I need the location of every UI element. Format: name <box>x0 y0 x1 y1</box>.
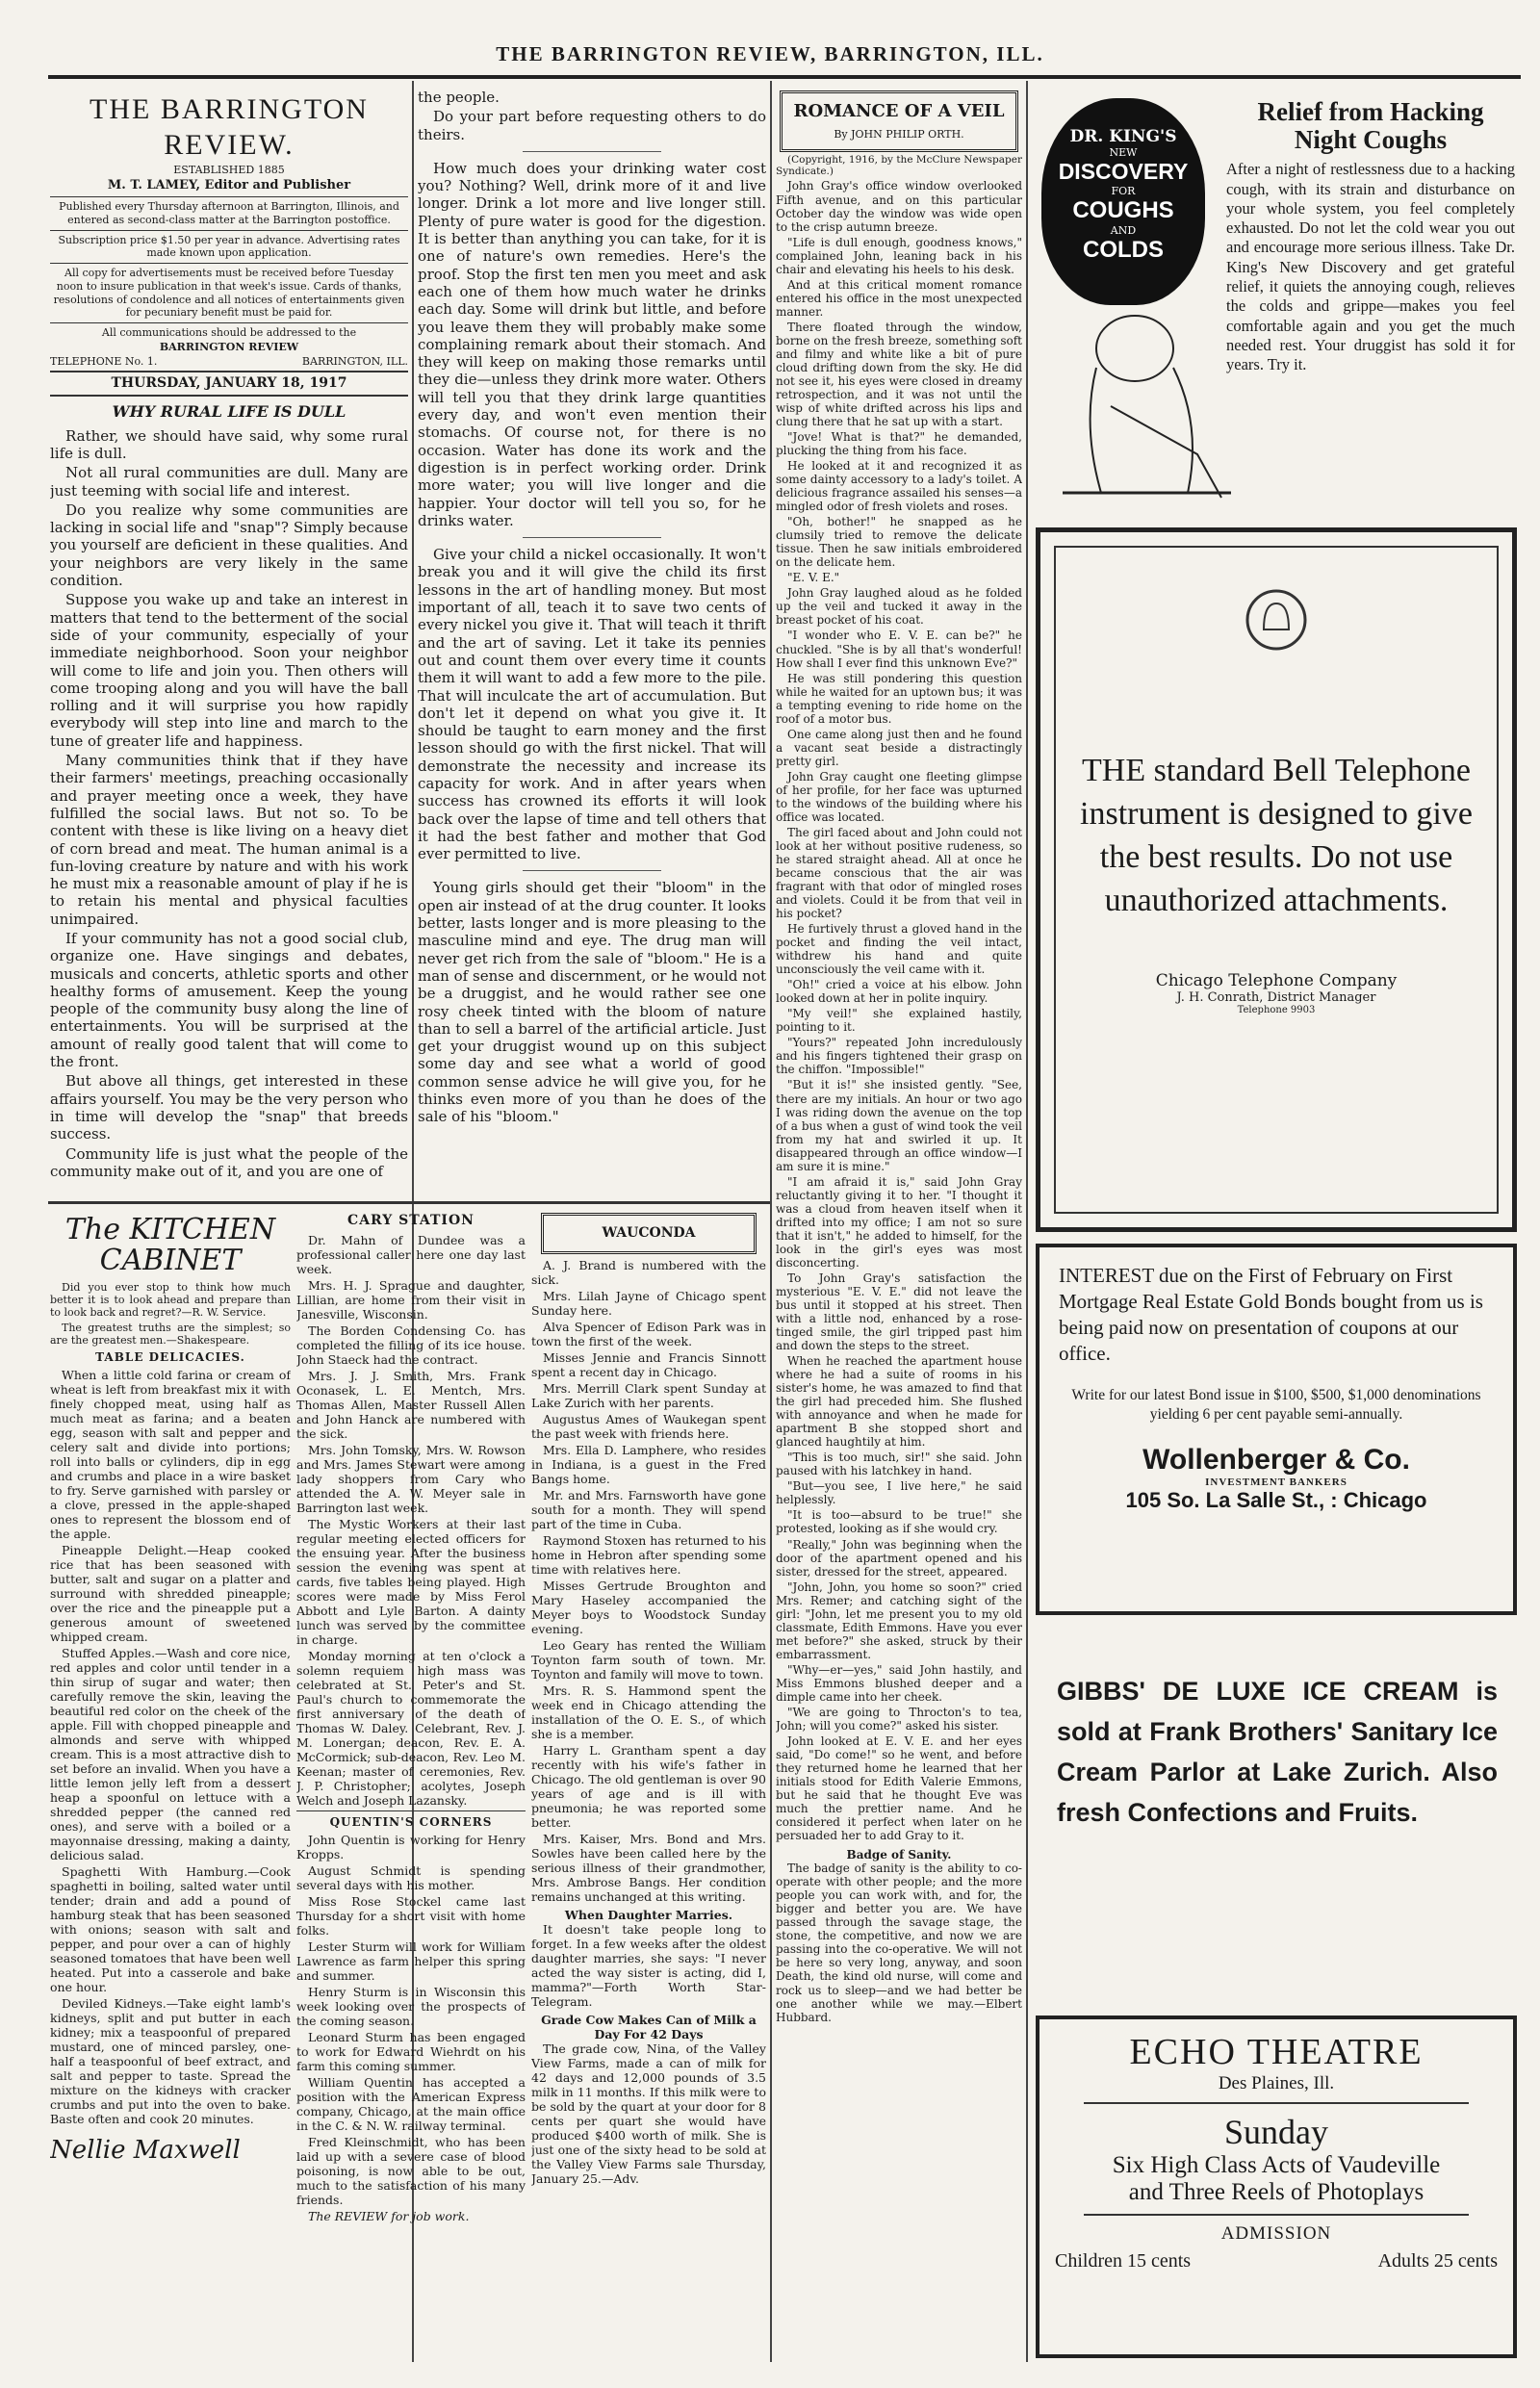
wauconda-paragraph: Mrs. Ella D. Lamphere, who resides in Indiana, is a guest in the Fred Bangs home. <box>531 1442 766 1486</box>
wauconda-paragraph: Augustus Ames of Waukegan spent the past week with friends here. <box>531 1411 766 1441</box>
gibbs-text: GIBBS' DE LUXE ICE CREAM is sold at Frank Brothers' Sanitary Ice Cream Parlor at Lake Zurich. Also fresh Confections and Fruits. <box>1057 1677 1498 1828</box>
rural-paragraph: But above all things, get interested in these affairs yourself. You may be the very person who in time will develop the "snap" that breeds success. <box>50 1072 408 1143</box>
romance-paragraph: John looked at E. V. E. and her eyes said, "Do come!" so he went, and before they returned home he learned that her initials stood for Edith Valerie Emmons, but he said that he thought Eve was much the prettier name. And he considered it perfect when later on he persuaded her to add Gray to it. <box>776 1733 1022 1843</box>
masthead-contact-row <box>50 355 408 368</box>
romance-column <box>776 89 1022 2360</box>
cary-paragraph: The Mystic Workers at their last regular meeting elected officers for the ensuing year. After the business session the evening was spent at cards, five tables being played. High scores were made by Miss Ferol Abbott and Lyle Barton. A dainty lunch was served by the committee in charge. <box>296 1516 526 1647</box>
cary-paragraph: Mrs. John Tomsky, Mrs. W. Rowson and Mrs. James Stewart were among lady shoppers from Cary who attended the A. W. Meyer sale in Barrington last week. <box>296 1442 526 1515</box>
badge-line: DR. KING'S <box>1069 127 1177 146</box>
romance-title: ROMANCE OF A VEIL <box>793 101 1005 121</box>
col2-paragraph: How much does your drinking water cost you? Nothing? Well, drink more of it and live longer. Drink a lot more and live longer still. Plenty of pure water is good for the digestion. It is better than anything you can take, for it is one of nature's own remedies. Here's the proof. Stop the first ten men you meet and ask each one of them how much water he drinks each day. Some will drink but little, and before you leave them they will probably make some complaining remark about their stomach. And they will keep on making those remarks until they die—unless they drink more water. Others will tell you that they drink large quantities every day, and won't even mention their stomachs. Of course not, for there is no occasion. Water has done its work and the digestion is in perfect working order. Drink more water; you will live longer and die happier. Your doctor will tell you so, for he drinks water. <box>418 159 766 529</box>
section-rule <box>48 1201 770 1204</box>
romance-paragraph: "This is too much, sir!" she said. John paused with his latchkey in hand. <box>776 1451 1022 1478</box>
bell-headline: THE standard Bell Telephone instrument is designed to give the best results. Do not use unauthorized attachments. <box>1080 753 1473 918</box>
masthead-address-note: All communications should be addressed to the <box>101 326 357 340</box>
badge-line: COUGHS <box>1072 197 1174 223</box>
masthead-city: BARRINGTON, ILL. <box>301 354 408 368</box>
romance-byline: By JOHN PHILIP ORTH. <box>834 128 964 141</box>
masthead-telephone: TELEPHONE No. 1. <box>50 354 158 368</box>
wauconda-paragraph: Mrs. Kaiser, Mrs. Bond and Mrs. Sowles have been called here by the serious illness of their grandmother, Mrs. Ambrose Bangs. Her condition remains unchanged at this writing. <box>531 1831 766 1904</box>
quentin-paragraph: August Schmidt is spending several days with his mother. <box>296 1863 526 1893</box>
kitchen-paragraph: Deviled Kidneys.—Take eight lamb's kidneys, split and put butter in each kidney; mix a teaspoonful of prepared mustard, one of minced parsley, one-half a teaspoonful of beef extract, and salt and pepper to taste. Spread the mixture on the kidneys with cracker crumbs and put into the oven to bake. Baste often and cook 20 minutes. <box>50 1996 291 2127</box>
firm-sub: INVESTMENT BANKERS <box>1205 1476 1348 1488</box>
ad-wollenberger <box>1036 1244 1517 1615</box>
romance-title-box <box>780 90 1018 152</box>
dr-kings-body: After a night of restlessness due to a hacking cough, with its strain and disturbance on your whole system, you feel completely exhausted. Do not let the cold wear you out and encourage more serious illness. Take Dr. King's New Discovery and get grateful relief, it quiets the annoying cough, relieves the colds and grippe—makes you feel comfortable again and you get the much needed rest. Your druggist has sold it for years. Try it. <box>1226 160 1515 374</box>
echo-city: Des Plaines, Ill. <box>1218 2073 1335 2093</box>
dr-kings-text <box>1226 98 1515 374</box>
echo-admission: ADMISSION <box>1220 2223 1332 2244</box>
wauconda-paragraph: Harry L. Grantham spent a day recently with his wife's father in Chicago. The old gentleman is over 90 years of age and is ill with pneumonia; he was reported some better. <box>531 1742 766 1830</box>
firm-name: Wollenberger & Co. <box>1142 1443 1410 1476</box>
bell-phone: Telephone 9903 <box>1237 1004 1316 1015</box>
romance-paragraph: When he reached the apartment house where he had a suite of rooms in his sister's home, he was amazed to find that the girl had preceded him. She flushed with annoyance and when he made for apartment B she stopped short and glanced haughtily at him. <box>776 1354 1022 1450</box>
echo-adults: Adults 25 cents <box>1377 2250 1498 2272</box>
column-rule <box>1026 81 1028 2362</box>
rural-headline: WHY RURAL LIFE IS DULL <box>112 402 346 422</box>
wauconda-paragraph: Mrs. Lilah Jayne of Chicago spent Sunday here. <box>531 1288 766 1318</box>
cow-title: Grade Cow Makes Can of Milk a Day For 42 Days <box>541 2012 757 2041</box>
bell-logo-icon <box>1243 586 1310 654</box>
cary-paragraph: Monday morning at ten o'clock a solemn requiem high mass was celebrated at St. Peter's and St. Paul's church to commemorate the first anniversary of the death of Thomas W. Daley. Celebrant, Rev. J. M. Lonergan; deacon, Rev. E. A. McCormick; sub-deacon, Rev. Leo M. Keenan; master of ceremonies, Rev. J. P. Christopher; acolytes, Joseph Welch and Joseph Lazansky. <box>296 1648 526 1808</box>
romance-paragraph: He looked at it and recognized it as some dainty accessory to a lady's toilet. A delicious fragrance assailed his senses—a mingled odor of fresh violets and roses. <box>776 459 1022 514</box>
romance-paragraph: "My veil!" she explained hastily, pointing to it. <box>776 1007 1022 1035</box>
quentin-paragraph: William Quentin has accepted a position with the American Express company, Chicago, at the main office in the C. & N. W. railway terminal. <box>296 2075 526 2134</box>
badge-text: The badge of sanity is the ability to co-operate with other people; and the more people you can work with, and for, the bigger and better you are. We have passed through the savage stage, the stone, the competitive, and now we are passing into the co-operative. We will not be here so very long, anyway, and soon Death, the kind old nurse, will come and rock us to sleep—and we had better be one another while we may.—Elbert Hubbard. <box>776 1862 1022 2024</box>
wauconda-paragraph: A. J. Brand is numbered with the sick. <box>531 1257 766 1287</box>
romance-paragraph: John Gray laughed aloud as he folded up the veil and tucked it away in the breast pocket of his coat. <box>776 586 1022 628</box>
romance-paragraph: "Yours?" repeated John incredulously and his fingers tightened their grasp on the chiffon. "Impossible!" <box>776 1036 1022 1077</box>
echo-title: ECHO THEATRE <box>1129 2032 1424 2072</box>
bell-company: Chicago Telephone Company <box>1155 970 1398 990</box>
kitchen-quote: The greatest truths are the simplest; so are the greatest men.—Shakespeare. <box>50 1321 291 1347</box>
kitchen-title: The KITCHEN CABINET <box>64 1213 276 1277</box>
badge-line: AND <box>1110 224 1137 237</box>
rural-paragraph: Not all rural communities are dull. Many are just teeming with social life and interest. <box>50 464 408 500</box>
rural-paragraph: If your community has not a good social club, organize one. Have singings and debates, musicals and concerts, athletic sports and other healthy forms of amusement. Keep the young people of the community busy along the line of entertainments. You will be surprised at the amount of really good talent that will come to the front. <box>50 930 408 1071</box>
marries-title: When Daughter Marries. <box>564 1907 733 1922</box>
ad-gibbs <box>1038 1648 1517 1927</box>
firm-address: 105 So. La Salle St., : Chicago <box>1125 1487 1427 1512</box>
echo-children: Children 15 cents <box>1055 2250 1192 2272</box>
column-2-top <box>418 89 766 1195</box>
kitchen-signature: Nellie Maxwell <box>50 2136 241 2166</box>
col2-paragraph: Do your part before requesting others to do theirs. <box>418 108 766 143</box>
cary-title: CARY STATION <box>347 1213 475 1228</box>
romance-copyright: (Copyright, 1916, by the McClure Newspaper Syndicate.) <box>776 153 1022 178</box>
kitchen-paragraph: When a little cold farina or cream of wheat is left from breakfast mix it with finely chopped meat, using half as much meat as farina; and a beaten egg, season with salt and pepper and celery salt and divide into portions; roll into balls or cylinders, dip in egg and crumbs and place in a wire basket to fry. Serve garnished with parsley or a clove, pressed in the apple-shaped ones to represent the blossom end of the apple. <box>50 1368 291 1542</box>
cary-footer: The REVIEW for job work. <box>308 2209 470 2224</box>
kitchen-section: TABLE DELICACIES. <box>95 1349 245 1364</box>
quentin-paragraph: Fred Kleinschmidt, who has been laid up with a severe case of blood poisoning, is now able to be out, much to the satisfaction of his many friends. <box>296 2135 526 2208</box>
romance-paragraph: "E. V. E." <box>787 571 840 585</box>
romance-paragraph: "It is too—absurd to be true!" she protested, looking as if she would cry. <box>776 1508 1022 1536</box>
echo-line1: Six High Class Acts of Vaudeville <box>1112 2152 1441 2178</box>
col2-paragraph: the people. <box>418 89 500 106</box>
wauconda-paragraph: Raymond Stoxen has returned to his home in Hebron after spending some time with relatives here. <box>531 1532 766 1577</box>
romance-paragraph: John Gray caught one fleeting glimpse of her profile, for her face was upturned to the windows of the building where his office was located. <box>776 769 1022 824</box>
echo-line2: and Three Reels of Photoplays <box>1128 2179 1424 2205</box>
quentin-paragraph: Miss Rose Stockel came last Thursday for a short visit with home folks. <box>296 1894 526 1939</box>
romance-paragraph: "Why—er—yes," said John hastily, and Miss Emmons blushed deeper and a dimple came into her cheek. <box>776 1662 1022 1704</box>
cary-paragraph: Mrs. H. J. Sprague and daughter, Lillian, are home from their visit in Janesville, Wisconsin. <box>296 1277 526 1322</box>
dr-kings-headline: Relief from Hacking Night Coughs <box>1257 97 1484 155</box>
kitchen-paragraph: Spaghetti With Hamburg.—Cook spaghetti in boiling, salted water until tender; drain and add a pound of hamburg steak that has been seasoned with onions; season with salt and pepper, and pour over a can of highly seasoned tomatoes that have been well heated. Put into a casserole and bake one hour. <box>50 1864 291 1995</box>
quentin-paragraph: John Quentin is working for Henry Kropps. <box>296 1833 526 1862</box>
romance-paragraph: "Life is dull enough, goodness knows," complained John, leaning back in his chair and elevating his heels to his desk. <box>776 235 1022 276</box>
column-1 <box>50 89 408 1195</box>
romance-paragraph: "Oh!" cried a voice at his elbow. John looked down at her in polite inquiry. <box>776 978 1022 1006</box>
wauconda-paragraph: Misses Jennie and Francis Sinnott spent a recent day in Chicago. <box>531 1349 766 1379</box>
romance-paragraph: One came along just then and he found a vacant seat beside a distractingly pretty girl. <box>776 727 1022 768</box>
ad-echo-theatre <box>1036 2016 1517 2358</box>
masthead-editor: M. T. LAMEY, Editor and Publisher <box>107 177 351 193</box>
masthead-address-name: BARRINGTON REVIEW <box>159 340 299 353</box>
badge-title: Badge of Sanity. <box>846 1848 952 1862</box>
quentin-paragraph: Henry Sturm is in Wisconsin this week looking over the prospects of the coming season. <box>296 1985 526 2029</box>
badge-line: DISCOVERY <box>1058 159 1189 184</box>
sick-woman-illustration <box>1043 310 1236 502</box>
rural-paragraph: Rather, we should have said, why some rural life is dull. <box>50 426 408 462</box>
romance-paragraph: "But—you see, I live here," he said helplessly. <box>776 1479 1022 1507</box>
romance-paragraph: "Jove! What is that?" he demanded, plucking the thing from his face. <box>776 430 1022 458</box>
romance-paragraph: "John, John, you home so soon?" cried Mrs. Remer; and catching sight of the girl: "John, let me present you to my old classmate, Edith Emmons. Have you ever met before?" she asked, struck by their embarrassment. <box>776 1579 1022 1661</box>
masthead-subscription: Subscription price $1.50 per year in advance. Advertising rates made known upon application. <box>58 233 400 260</box>
cary-paragraph: Mrs. J. J. Smith, Mrs. Frank Oconasek, L. E. Mentch, Mrs. Thomas Allen, Master Russell Allen and John Hanck are numbered with the sick. <box>296 1368 526 1441</box>
badge-line: NEW <box>1109 146 1138 159</box>
romance-paragraph: To John Gray's satisfaction the mysterious "E. V. E." did not leave the bus until it stopped at his street. Then with a little nod, enhanced by a rose-tinged smile, the girl tripped past him and down the steps to the street. <box>776 1271 1022 1353</box>
wauconda-paragraph: Mrs. R. S. Hammond spent the week end in Chicago attending the installation of the O. E. S., of which she is a member. <box>531 1682 766 1741</box>
romance-paragraph: He furtively thrust a gloved hand in the pocket and finding the veil intact, withdrew his hand and quite unconsciously the veil came with it. <box>776 922 1022 977</box>
col2-paragraph: Give your child a nickel occasionally. It won't break you and it will give the child its first lessons in the art of handling money. But most important of all, teach it to save two cents of every nickel you give it. That will teach it thrift and the art of saving. Let it take its pennies out and count them over every time it counts them it will want to add a few more to the pile. That will inculcate the art of accumulation. But don't let it depend on what you give it. It should be taught to earn money and the first lesson should go with the first nickel. That will demonstrate the necessity and increase its capacity for work. And in after years when success has crowned its efforts it will look back over the lapse of time and tell others that it had the best father and mother that God ever permitted to live. <box>418 546 766 863</box>
badge-line: FOR <box>1111 185 1136 197</box>
quentin-paragraph: Leonard Sturm has been engaged to work for Edward Wiehrdt on his farm this coming summer. <box>296 2030 526 2074</box>
col2-paragraph: Young girls should get their "bloom" in the open air instead of at the drug counter. It looks better, lasts longer and is more pleasing to the masculine mind and eye. The drug man will never get rich from the sale of "bloom." He is a man of sense and discernment, or he would not be a druggist, and he would rather see one rosy cheek tinted with the bloom of nature than to sell a barrel of the artificial article. Just get your druggist wound up on this subject some day and see what a world of good common sense advice he will give you, for he thinks even more of you than he does of the sale of his "bloom." <box>418 879 766 1126</box>
cow-text: The grade cow, Nina, of the Valley View Farms, made a can of milk for 42 days and 12,000 pounds of 3.5 milk in 11 months. If this milk were to be sold by the quart at your door for 8 cents per quart she would have produced $400 worth of milk. She is just one of the sixty head to be sold at the Valley View Farms sale Thursday, January 25.—Adv. <box>531 2041 766 2186</box>
rural-paragraph: Do you realize why some communities are lacking in social life and "snap"? Simply because you yourself are deficient in these qualities. And your neighbors are very likely in the same condition. <box>50 501 408 590</box>
romance-paragraph: "Oh, bother!" he snapped as he clumsily tried to remove the delicate tissue. Then he saw initials embroidered on the delicate hem. <box>776 515 1022 570</box>
bell-manager: J. H. Conrath, District Manager <box>1176 989 1376 1005</box>
rural-paragraph: Community life is just what the people of the community make out of it, and you are one of <box>50 1144 408 1180</box>
romance-paragraph: John Gray's office window overlooked Fifth avenue, and on this particular October day the window was wide open to the crisp autumn breeze. <box>776 179 1022 234</box>
masthead-publish-note: Published every Thursday afternoon at Barrington, Illinois, and entered as second-class matter at the Barrington postoffice. <box>59 200 399 226</box>
masthead-title: THE BARRINGTON REVIEW. <box>90 93 369 161</box>
romance-paragraph: "I wonder who E. V. E. can be?" he chuckled. "She is by all that's wonderful! How shall I ever find this unknown Eve?" <box>776 629 1022 670</box>
cary-paragraph: Dr. Mahn of Dundee was a professional caller here one day last week. <box>296 1232 526 1276</box>
romance-paragraph: "I am afraid it is," said John Gray reluctantly giving it to her. "I thought it was a cloud from heaven itself when it drifted into my office; I am not so sure that it isn't," he added to himself, for the look in the girl's eyes was most disconcerting. <box>776 1174 1022 1270</box>
romance-paragraph: "We are going to Throcton's to tea, John; will you come?" asked his sister. <box>776 1705 1022 1733</box>
kitchen-cabinet <box>50 1209 291 2364</box>
wauconda-paragraph: Mr. and Mrs. Farnsworth have gone south for a month. They will spend part of the time in Cuba. <box>531 1487 766 1531</box>
quentin-title: QUENTIN'S CORNERS <box>329 1814 493 1829</box>
marries-text: It doesn't take people long to forget. In a few weeks after the oldest daughter marries, she says: "I never acted the way sister is acting, did I, mamma?"—Forth Worth Star-Telegram. <box>531 1921 766 2009</box>
wauconda <box>531 1209 766 2364</box>
romance-paragraph: "Really," John was beginning when the door of the apartment opened and his sister, dressed for the street, appeared. <box>776 1537 1022 1579</box>
cary-paragraph: The Borden Condensing Co. has completed the filling of its ice house. John Staeck had the contract. <box>296 1322 526 1367</box>
romance-paragraph: He was still pondering this question while he waited for an uptown bus; it was a tempting evening to ride home on the roof of a motor bus. <box>776 671 1022 726</box>
issue-date: THURSDAY, JANUARY 18, 1917 <box>111 375 347 392</box>
rural-paragraph: Many communities think that if they have their farmers' meetings, preaching occasionally and prayer meeting once a week, they have fulfilled the social laws. But not so. To be content with these is like living on a heavy diet of corn bread and meat. The human animal is a fun-loving creature by nature and with his work he must mix a reasonable amount of play if he is to retain his mental and physical faculties unimpaired. <box>50 752 408 928</box>
romance-paragraph: And at this critical moment romance entered his office in the most unexpected manner. <box>776 277 1022 319</box>
wauconda-title: WAUCONDA <box>541 1213 757 1254</box>
badge-line: COLDS <box>1083 237 1164 263</box>
romance-paragraph: "But it is!" she insisted gently. "See, there are my initials. An hour or two ago I was riding down the avenue on the top of a bus when a gust of wind took the veil from my hat and swirled it up. It disappeared through an office window—I am sure it is mine." <box>776 1078 1022 1173</box>
wauconda-paragraph: Alva Spencer of Edison Park was in town the first of the week. <box>531 1319 766 1348</box>
rural-paragraph: Suppose you wake up and take an interest in matters that tend to the betterment of the social side of your community, especially of your immediate neighborhood. Soon your neighbor will come to life and join you. Then others will come trooping along and you will have the ball rolling and it will surprise you how rapidly everybody will step into line and march to the tune of greater life and happiness. <box>50 591 408 750</box>
kitchen-quote: Did you ever stop to think how much better it is to look ahead and prepare than to look back and regret?—R. W. Service. <box>50 1281 291 1320</box>
echo-prices <box>1055 2250 1498 2272</box>
header-rule <box>48 75 1521 79</box>
quentin-paragraph: Lester Sturm will work for William Lawrence as farm helper this spring and summer. <box>296 1939 526 1984</box>
kitchen-paragraph: Pineapple Delight.—Heap cooked rice that has been seasoned with butter, salt and sugar on a platter and surround with shredded pineapple; over the rice and the pineapple put a generous amount of sweetened whipped cream. <box>50 1543 291 1645</box>
kitchen-paragraph: Stuffed Apples.—Wash and core nice, red apples and color until tender in a thin sirup of sugar and water; then carefully remove the skin, leaving the beautiful red color on the cheek of the apple. Fill with chopped pineapple and almonds and serve with whipped cream. This is a most attractive dish to set before an invalid. When you have a little lemon jelly left from a dessert heap a spoonful on lettuce with a shredded pepper (the canned red ones), and serve with a boiled or a mayonnaise dressing, making a dainty, delicious salad. <box>50 1646 291 1863</box>
wauconda-paragraph: Misses Gertrude Broughton and Mary Haseley accompanied the Meyer boys to Woodstock Sunday evening. <box>531 1578 766 1636</box>
interest-headline: INTEREST due on the First of February on First Mortgage Real Estate Gold Bonds bought from us is being paid now on presentation of coupons at our office. <box>1059 1264 1483 1365</box>
wauconda-paragraph: Mrs. Merrill Clark spent Sunday at Lake Zurich with her parents. <box>531 1380 766 1410</box>
echo-day: Sunday <box>1224 2113 1328 2151</box>
dr-kings-badge <box>1041 98 1205 305</box>
ad-bell-telephone <box>1036 527 1517 1232</box>
interest-body: Write for our latest Bond issue in $100, $500, $1,000 denominations yielding 6 per cent payable semi-annually. <box>1071 1386 1481 1423</box>
wauconda-paragraph: Leo Geary has rented the William Toynton farm south of town. Mr. Toynton and family will move to town. <box>531 1637 766 1682</box>
bell-inner-frame <box>1054 546 1499 1214</box>
running-head: THE BARRINGTON REVIEW, BARRINGTON, ILL. <box>496 42 1044 65</box>
romance-paragraph: The girl faced about and John could not look at her without positive rudeness, so he stared straight ahead. All at once he became conscious that the air was fragrant with that odor of mingled roses and violets. Could it be from that veil in his pocket? <box>776 825 1022 921</box>
masthead-copy-note: All copy for advertisements must be received before Tuesday noon to insure publication in that week's issue. Cards of thanks, resolutions of condolence and all notices of entertainments given for pecuniary benefit must be paid for. <box>53 267 405 320</box>
column-rule <box>770 81 772 2362</box>
cary-station <box>296 1209 526 2364</box>
ad-dr-kings <box>1034 89 1519 510</box>
masthead-established: ESTABLISHED 1885 <box>173 164 285 177</box>
romance-paragraph: There floated through the window, borne on the fresh breeze, something soft and filmy and white like a bit of pure cloud drifting down from the sky. He did not see it, his eyes were closed in dreamy retrospection, and it was not until the wisp of white drifted across his lips and clung there that he sat up with a start. <box>776 320 1022 428</box>
